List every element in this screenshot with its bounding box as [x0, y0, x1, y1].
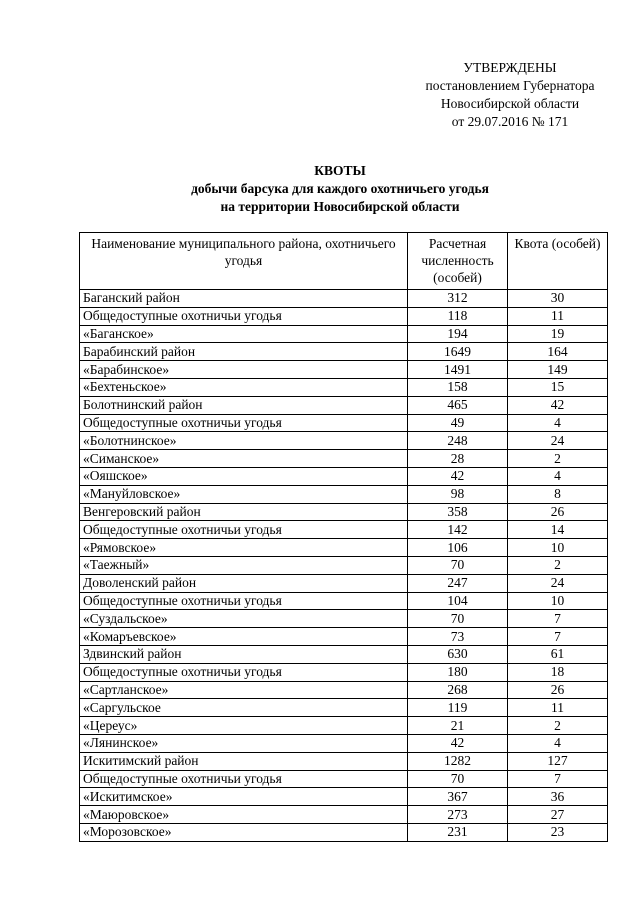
cell-name: «Саргульское	[80, 699, 408, 717]
table-row	[80, 503, 608, 521]
cell-estimated: 119	[408, 699, 508, 717]
cell-name: Общедоступные охотничьи угодья	[80, 663, 408, 681]
cell-name: Венгеровский район	[80, 503, 408, 521]
table-row	[80, 717, 608, 735]
cell-quota: 24	[508, 574, 608, 592]
table-row	[80, 592, 608, 610]
cell-estimated: 98	[408, 485, 508, 503]
cell-quota: 4	[508, 414, 608, 432]
cell-quota: 127	[508, 752, 608, 770]
cell-name: Общедоступные охотничьи угодья	[80, 414, 408, 432]
table-row	[80, 788, 608, 806]
approval-block	[400, 59, 620, 131]
cell-estimated: 42	[408, 467, 508, 485]
approval-region: Новосибирской области	[440, 96, 580, 111]
table-row	[80, 699, 608, 717]
cell-estimated: 312	[408, 290, 508, 308]
cell-quota: 2	[508, 450, 608, 468]
table-row	[80, 556, 608, 574]
cell-name: Болотнинский район	[80, 396, 408, 414]
cell-estimated: 70	[408, 556, 508, 574]
cell-quota: 14	[508, 521, 608, 539]
table-row	[80, 752, 608, 770]
cell-estimated: 231	[408, 823, 508, 841]
title-main: КВОТЫ	[314, 163, 366, 178]
cell-name: «Лянинское»	[80, 734, 408, 752]
table-row	[80, 414, 608, 432]
cell-name: Общедоступные охотничьи угодья	[80, 770, 408, 788]
cell-name: «Искитимское»	[80, 788, 408, 806]
cell-quota: 24	[508, 432, 608, 450]
cell-estimated: 73	[408, 628, 508, 646]
table-row	[80, 361, 608, 379]
cell-name: «Цереус»	[80, 717, 408, 735]
cell-quota: 8	[508, 485, 608, 503]
approval-date: от 29.07.2016 № 171	[451, 114, 569, 129]
cell-estimated: 367	[408, 788, 508, 806]
header-quota: Квота (особей)	[508, 233, 608, 290]
cell-name: «Баганское»	[80, 325, 408, 343]
approval-heading: УТВЕРЖДЕНЫ	[463, 60, 557, 75]
cell-quota: 2	[508, 717, 608, 735]
cell-estimated: 42	[408, 734, 508, 752]
cell-quota: 11	[508, 307, 608, 325]
cell-quota: 7	[508, 610, 608, 628]
table-row	[80, 823, 608, 841]
cell-estimated: 1649	[408, 343, 508, 361]
cell-name: «Таежный»	[80, 556, 408, 574]
header-name: Наименование муниципального района, охотничьего угодья	[80, 233, 408, 290]
cell-name: Баганский район	[80, 290, 408, 308]
cell-name: «Мануйловское»	[80, 485, 408, 503]
table-row	[80, 343, 608, 361]
cell-quota: 30	[508, 290, 608, 308]
table-row	[80, 574, 608, 592]
cell-name: Общедоступные охотничьи угодья	[80, 521, 408, 539]
table-row	[80, 734, 608, 752]
cell-name: «Комаръевское»	[80, 628, 408, 646]
cell-estimated: 194	[408, 325, 508, 343]
cell-quota: 18	[508, 663, 608, 681]
table-row	[80, 378, 608, 396]
cell-quota: 7	[508, 770, 608, 788]
cell-estimated: 248	[408, 432, 508, 450]
table-row	[80, 396, 608, 414]
table-row	[80, 645, 608, 663]
table-row	[80, 485, 608, 503]
cell-estimated: 118	[408, 307, 508, 325]
table-row	[80, 521, 608, 539]
cell-quota: 23	[508, 823, 608, 841]
table-row	[80, 663, 608, 681]
cell-name: «Бехтеньское»	[80, 378, 408, 396]
approval-decree: постановлением Губернатора	[425, 78, 595, 93]
cell-quota: 164	[508, 343, 608, 361]
cell-quota: 19	[508, 325, 608, 343]
quota-table	[79, 232, 608, 842]
cell-name: «Маюровское»	[80, 806, 408, 824]
table-row	[80, 450, 608, 468]
header-estimated: Расчетная численность (особей)	[408, 233, 508, 290]
table-row	[80, 290, 608, 308]
cell-estimated: 1282	[408, 752, 508, 770]
cell-estimated: 104	[408, 592, 508, 610]
cell-estimated: 142	[408, 521, 508, 539]
cell-name: Барабинский район	[80, 343, 408, 361]
cell-quota: 27	[508, 806, 608, 824]
cell-quota: 15	[508, 378, 608, 396]
cell-estimated: 158	[408, 378, 508, 396]
table-row	[80, 770, 608, 788]
cell-estimated: 180	[408, 663, 508, 681]
cell-estimated: 268	[408, 681, 508, 699]
cell-name: «Рямовское»	[80, 539, 408, 557]
cell-name: Здвинский район	[80, 645, 408, 663]
cell-quota: 26	[508, 503, 608, 521]
cell-estimated: 273	[408, 806, 508, 824]
cell-quota: 7	[508, 628, 608, 646]
cell-quota: 36	[508, 788, 608, 806]
table-header-row	[80, 233, 608, 290]
cell-estimated: 28	[408, 450, 508, 468]
cell-estimated: 70	[408, 770, 508, 788]
table-row	[80, 467, 608, 485]
table-row	[80, 325, 608, 343]
cell-estimated: 465	[408, 396, 508, 414]
cell-name: «Ояшское»	[80, 467, 408, 485]
cell-estimated: 630	[408, 645, 508, 663]
cell-quota: 4	[508, 467, 608, 485]
table-row	[80, 432, 608, 450]
cell-estimated: 106	[408, 539, 508, 557]
cell-name: «Сартланское»	[80, 681, 408, 699]
cell-quota: 61	[508, 645, 608, 663]
cell-estimated: 49	[408, 414, 508, 432]
cell-name: Общедоступные охотничьи угодья	[80, 592, 408, 610]
cell-quota: 11	[508, 699, 608, 717]
table-row	[80, 307, 608, 325]
cell-name: «Морозовское»	[80, 823, 408, 841]
cell-quota: 4	[508, 734, 608, 752]
table-row	[80, 539, 608, 557]
cell-estimated: 1491	[408, 361, 508, 379]
cell-quota: 2	[508, 556, 608, 574]
document-title	[60, 162, 620, 216]
cell-quota: 149	[508, 361, 608, 379]
table-body	[80, 290, 608, 842]
cell-name: «Симанское»	[80, 450, 408, 468]
cell-name: Общедоступные охотничьи угодья	[80, 307, 408, 325]
cell-estimated: 21	[408, 717, 508, 735]
cell-quota: 10	[508, 592, 608, 610]
cell-estimated: 358	[408, 503, 508, 521]
cell-estimated: 247	[408, 574, 508, 592]
cell-quota: 42	[508, 396, 608, 414]
cell-quota: 26	[508, 681, 608, 699]
cell-name: «Суздальское»	[80, 610, 408, 628]
cell-name: «Барабинское»	[80, 361, 408, 379]
table-row	[80, 610, 608, 628]
cell-quota: 10	[508, 539, 608, 557]
title-subtitle: добычи барсука для каждого охотничьего угодья	[191, 181, 489, 196]
cell-name: Искитимский район	[80, 752, 408, 770]
cell-estimated: 70	[408, 610, 508, 628]
table-row	[80, 628, 608, 646]
table-row	[80, 806, 608, 824]
cell-name: «Болотнинское»	[80, 432, 408, 450]
table-row	[80, 681, 608, 699]
title-region: на территории Новосибирской области	[220, 199, 460, 214]
cell-name: Доволенский район	[80, 574, 408, 592]
